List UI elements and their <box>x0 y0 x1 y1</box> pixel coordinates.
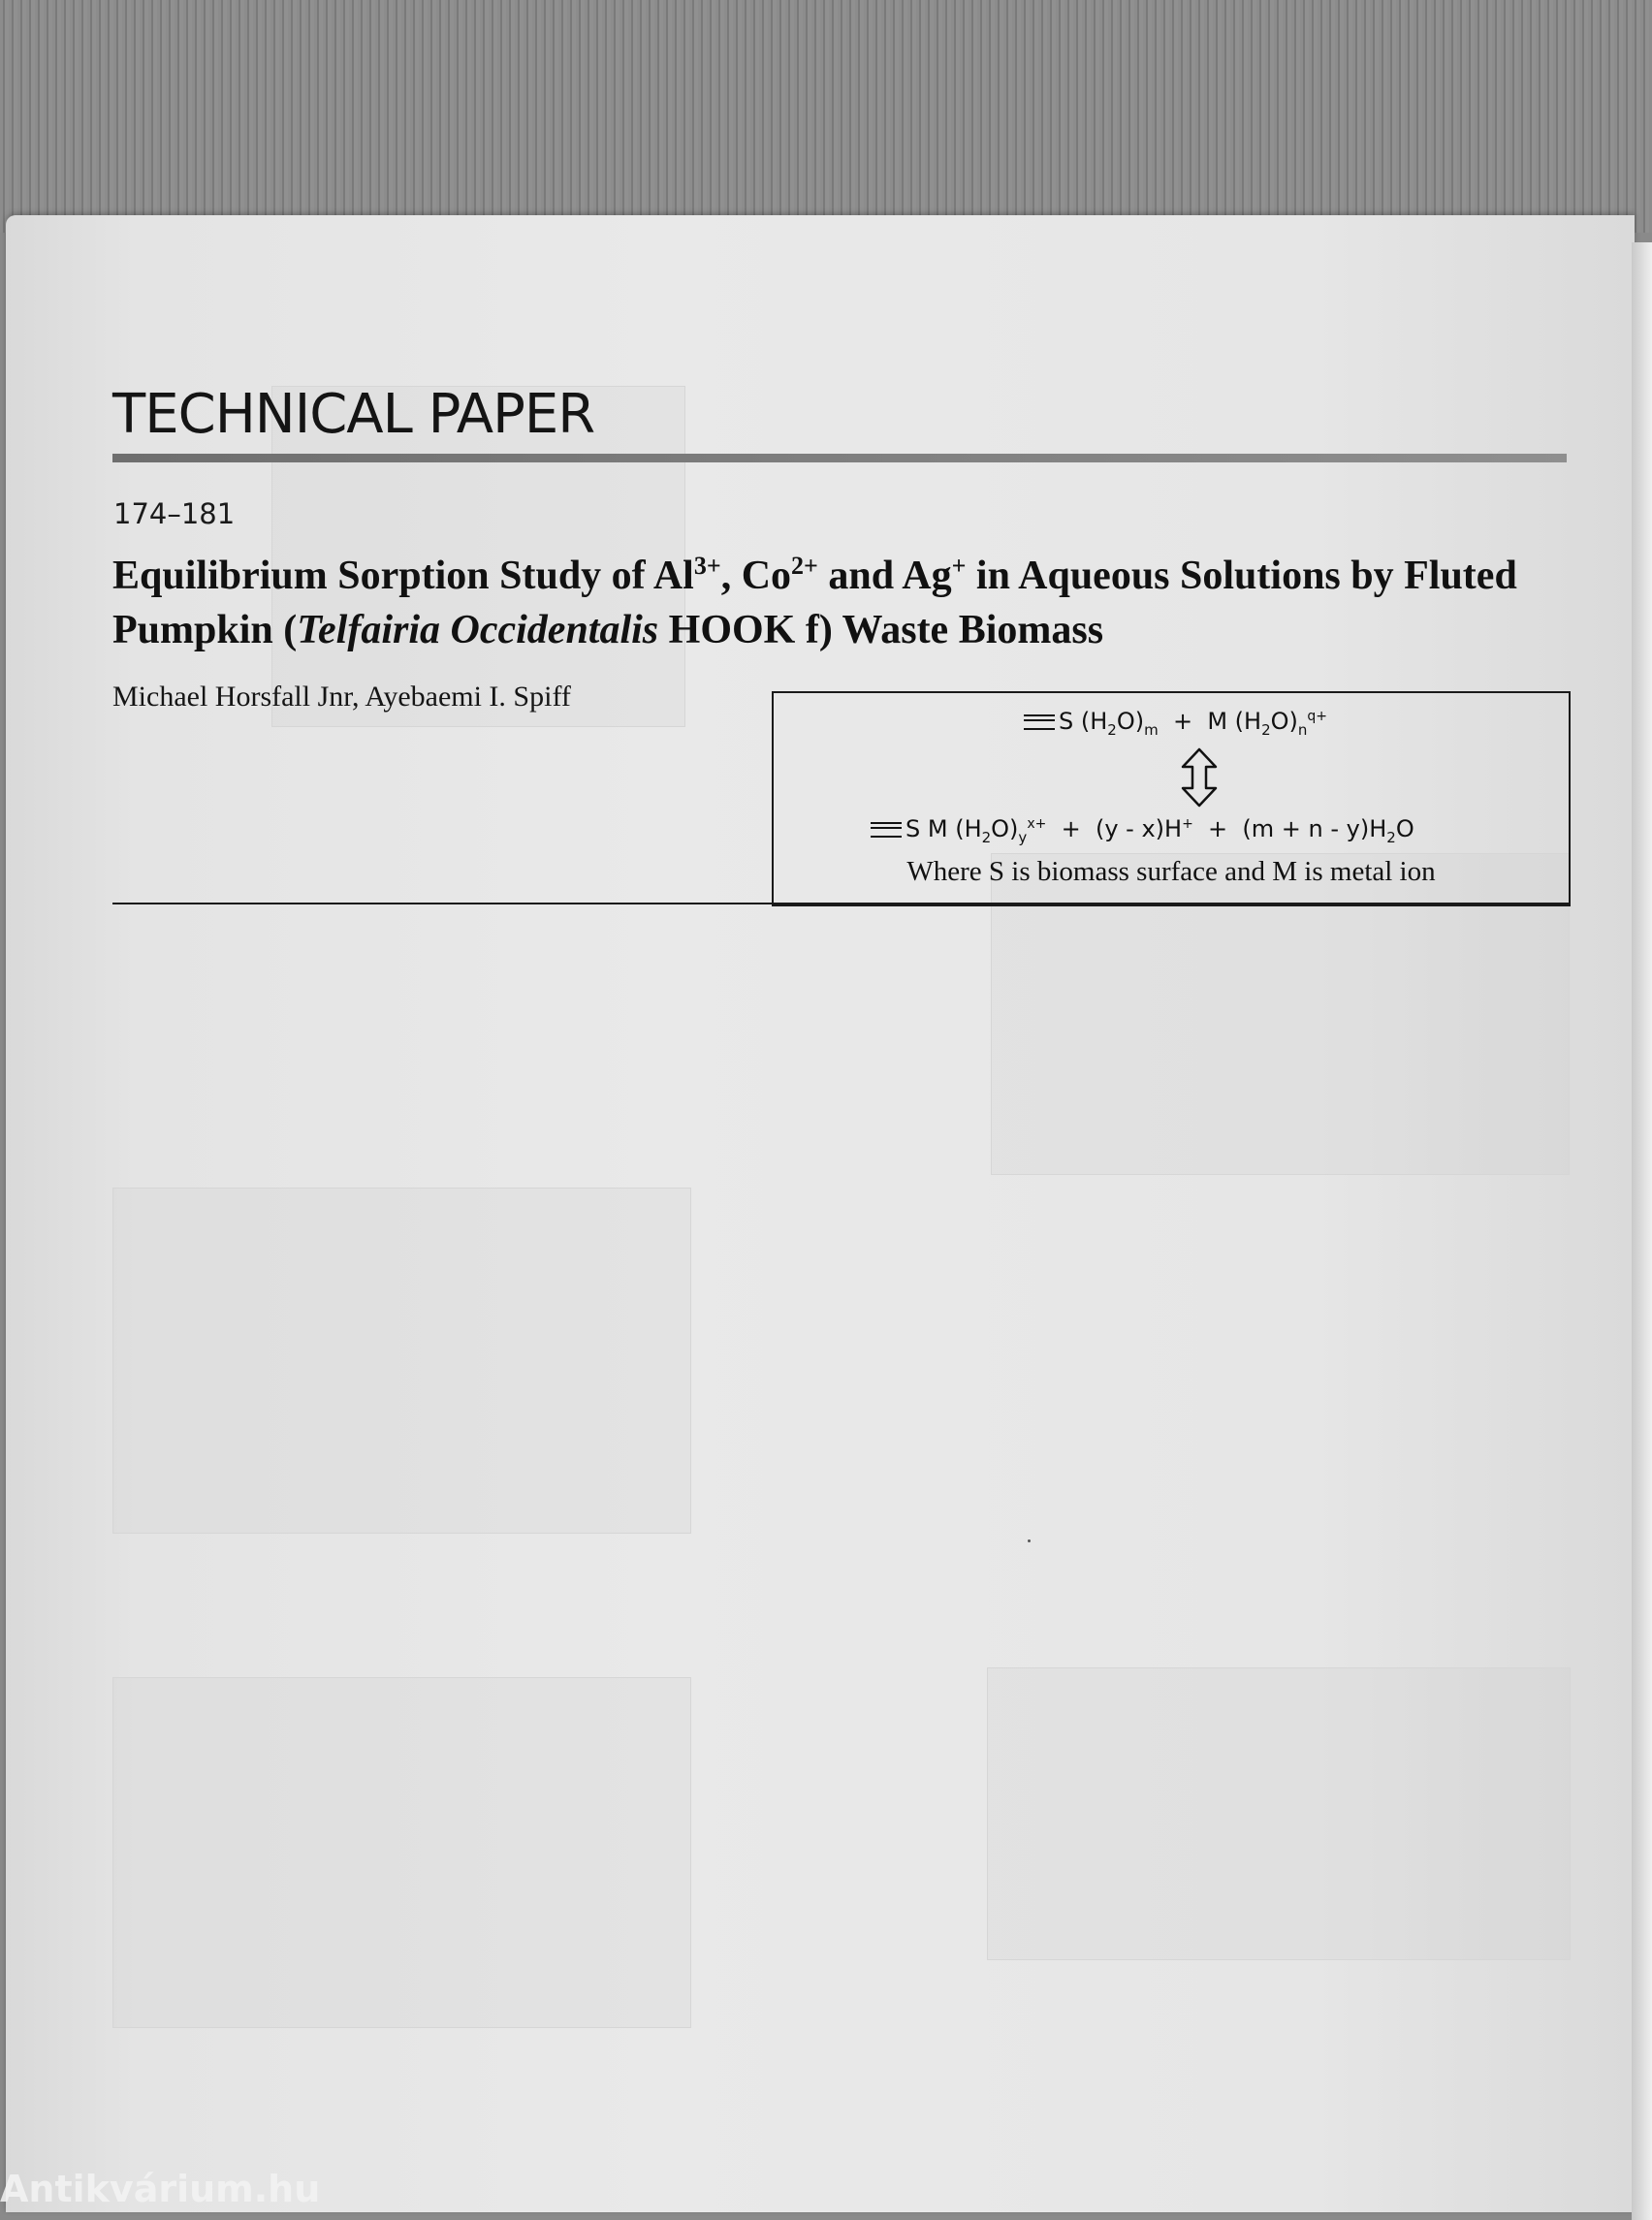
watermark-logo: Antikvárium.hu <box>0 2168 321 2210</box>
graphical-abstract <box>772 691 1571 906</box>
page-range: 174–181 <box>113 497 236 530</box>
section-bottom-rule <box>112 903 1569 904</box>
fabric-background <box>0 0 1652 233</box>
equilibrium-arrow-icon <box>1179 747 1220 808</box>
title-part-1: Equilibrium Sorption Study of Al <box>112 554 694 598</box>
authors: Michael Horsfall Jnr, Ayebaemi I. Spiff <box>112 681 571 713</box>
surface-bond-symbol <box>871 822 902 838</box>
show-through-figure-3 <box>112 1188 691 1534</box>
title-part-4: in Aqueous Solutions by Fluted Pumpkin ( <box>112 554 1517 652</box>
co-charge: 2+ <box>791 552 818 580</box>
al-charge: 3+ <box>693 552 721 580</box>
equation-reactants: S $(H_2O)_m + M$ $(H_2O)_n^{q+}$ <box>1024 708 1327 739</box>
show-through-figure-5 <box>987 1667 1571 1960</box>
title-part-3: and Ag <box>817 554 952 598</box>
species-name: Telfairia Occidentalis <box>297 608 659 652</box>
speck <box>1028 1539 1031 1542</box>
title-part-5: HOOK f) Waste Biomass <box>658 608 1104 652</box>
article-title <box>112 549 1572 657</box>
title-part-2: , Co <box>720 554 792 598</box>
surface-bond-symbol <box>1024 714 1055 730</box>
ag-charge: + <box>951 552 967 580</box>
equation-caption: Where S is biomass surface and M is metal ion <box>906 856 1436 887</box>
section-label: TECHNICAL PAPER <box>112 383 595 446</box>
page-edge <box>1632 242 1652 2220</box>
show-through-figure-4 <box>112 1677 691 2028</box>
equation-products: S M $(H_2O)_y^{x+} + (y - x)H^+ + (m + n - y)H_2O$ <box>871 815 1414 846</box>
header-rule <box>112 454 1567 462</box>
